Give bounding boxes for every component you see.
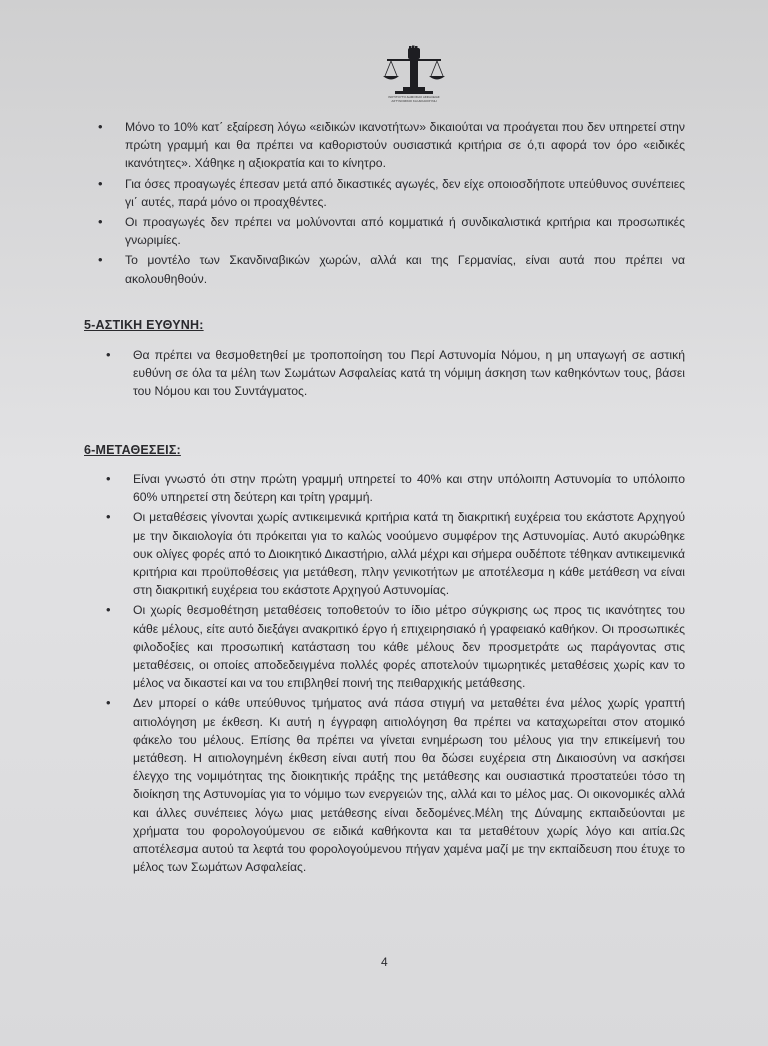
list-item: • Το μοντέλο των Σκανδιναβικών χωρών, αλλά και της Γερμανίας, είναι αυτά που πρέπει να ακολουθηθούν. — [125, 251, 685, 287]
list-item: • Δεν μπορεί ο κάθε υπεύθυνος τμήματος ανά πάσα στιγμή να μεταθέτει ένα μέλος χωρίς γραπτή αιτιολόγηση με έκθεση. Κι αυτή η έγγραφη αιτιολόγηση θα πρέπει να καταχωρείται στον ατομικό φάκελο του μέλους. Επίσης θα πρέπει να γίνεται ενημέρωση του μέλους για την επικείμενή του μετάθεση. Η αιτιολογημένη έκθεση είναι αυτή που θα δώσει ευχέρεια στη Δικαιοσύνη να ασκήσει έλεγχο της νομιμότητας της διοικητικής πράξης της μετάθεσης και ουσιαστικά προστατεύει τόσο τη διοίκηση της Αστυνομίας για το νόμιμο των ενεργειών της, αλλά και το μέλος μας. Οι οικονομικές αλλά και άλλες συνέπειες λόγω μιας μετάθεσης είναι δεδομένες.Μέλη της Δύναμης εκπαιδεύονται με χρήματα του φορολογούμενου σε ειδικά καθήκοντα και τα μεταθέτουν χωρίς λόγο και αιτία.Ως αποτέλεσμα αυτού τα λεφτά του φορολογούμενου πήγαν χαμένα μαζί με την εκπαίδευση που έτυχε το μέλος των Σωμάτων Ασφαλείας. — [133, 694, 685, 876]
list-item: • Οι προαγωγές δεν πρέπει να μολύνονται από κομματικά ή συνδικαλιστικά κριτήρια και προσωπικές γνωριμίες. — [125, 213, 685, 249]
organization-logo — [381, 45, 447, 107]
list-item: • Οι χωρίς θεσμοθέτηση μεταθέσεις τοποθετούν το ίδιο μέτρο σύγκρισης ως προς τις ικανότητες του κάθε μέλους, είτε αυτό διεξάγει ανακριτικό έργο ή επιχειρησιακό ή γραφειακό καθήκον. Οι προσωπικές φιλοδοξίες και προσωπική κατάσταση του κάθε μέλους δεν προσμετράτε ως παράγοντας στις μεταθέσεις, οι οποίες αποδεδειγμένα πολλές φορές αποτελούν τιμωρητικές μεταθέσεις χωρίς καν το μέλος να δικαστεί και να του επιβληθεί ποινή της πειθαρχικής μετάθεσης. — [133, 601, 685, 692]
promotions-bullet-list — [125, 118, 685, 290]
page-number: 4 — [381, 955, 388, 969]
logo-caption-line-2: ΑΣΤΥΝΟΜΙΚΟΙ ΚΑΙ ΔΙΚΑΙΟΣΥΝΗ — [391, 99, 437, 103]
list-item: • Θα πρέπει να θεσμοθετηθεί με τροποποίηση του Περί Αστυνομία Νόμου, η μη υπαγωγή σε αστική ευθύνη σε όλα τα μέλη των Σωμάτων Ασφαλείας κατά τη νόμιμη άσκηση των καθηκόντων τους, βάσει του Νόμου και του Συντάγματος. — [133, 346, 685, 401]
logo-caption-line-1: ΙΝΣΤΙΤΟΥΤΟ ΔΗΜΟΣΙΑΣ ΑΣΦΑΛΕΙΑΣ — [388, 95, 440, 99]
transfers-bullet-list — [133, 470, 685, 878]
list-item: • Οι μεταθέσεις γίνονται χωρίς αντικειμενικά κριτήρια κατά τη διακριτική ευχέρεια του εκάστοτε Αρχηγού με την δικαιολογία ότι πρόκειται για το καλώς νοούμενο συμφέρον της Αστυνομίας. Αυτό ακυρώθηκε ουκ ολίγες φορές από το Διοικητικό Δικαστήριο, αλλά μέχρι και σήμερα ουδέποτε τέθηκαν αντικειμενικά κριτήρια και προϋποθέσεις για μετάθεση, πλην γενικοτήτων με αποτέλεσμα η κάθε μετάθεση να είναι στη διακριτική ευχέρεια του εκάστοτε Αρχηγού Αστυνομίας. — [133, 508, 685, 599]
civil-liability-bullet-list — [133, 346, 685, 403]
list-item: • Για όσες προαγωγές έπεσαν μετά από δικαστικές αγωγές, δεν είχε οποιοσδήποτε υπεύθυνος συνέπειες γι΄ αυτές, παρά μόνο οι προαχθέντες. — [125, 175, 685, 211]
fist-scales-icon — [381, 45, 447, 95]
section-heading-civil-liability: 5-ΑΣΤΙΚΗ ΕΥΘΥΝΗ: — [84, 318, 204, 332]
section-heading-transfers: 6-ΜΕΤΑΘΕΣΕΙΣ: — [84, 443, 181, 457]
list-item: • Είναι γνωστό ότι στην πρώτη γραμμή υπηρετεί το 40% και στην υπόλοιπη Αστυνομία το υπόλοιπο 60% υπηρετεί στη δεύτερη και τρίτη γραμμή. — [133, 470, 685, 506]
list-item: • Μόνο το 10% κατ΄ εξαίρεση λόγω «ειδικών ικανοτήτων» δικαιούται να προάγεται που δεν υπηρετεί στην πρώτη γραμμή και θα πρέπει να καθοριστούν ουσιαστικά κριτήρια σε ό,τι αφορά τον όρο «ειδικές ικανότητες». Χάθηκε η αξιοκρατία και το κίνητρο. — [125, 118, 685, 173]
